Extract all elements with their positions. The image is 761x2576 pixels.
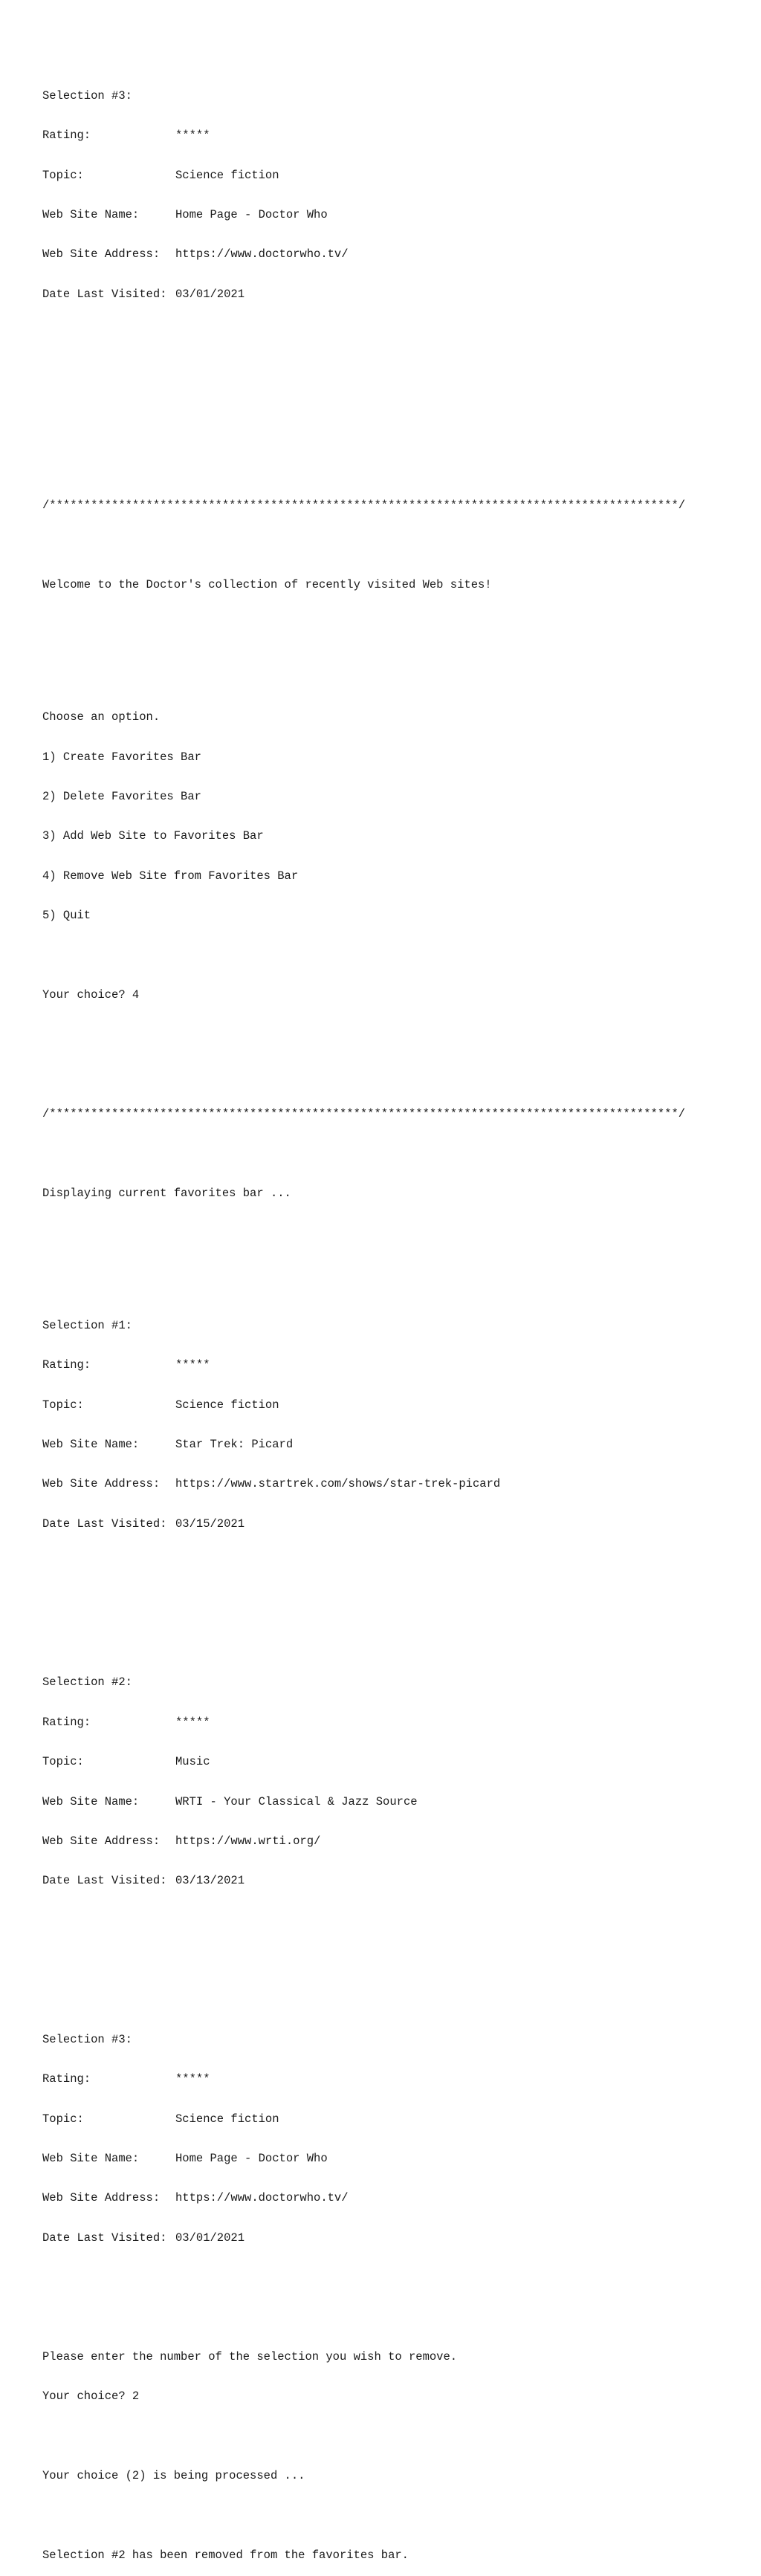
date-row — [42, 2232, 685, 2245]
field-value: Science fiction — [175, 2112, 279, 2126]
menu-choice: Your choice? 4 — [42, 987, 140, 1002]
date-row — [42, 1518, 685, 1531]
record-heading: Selection #3: — [42, 88, 132, 103]
site-address-row — [42, 1835, 685, 1849]
rating-row — [42, 1716, 685, 1730]
menu-option: 5) Quit — [42, 909, 91, 923]
field-label: Topic: — [42, 168, 84, 182]
field-label: Date Last Visited: — [42, 1874, 167, 1888]
processing-message: Your choice (2) is being processed ... — [42, 2469, 305, 2483]
menu-option: 2) Delete Favorites Bar — [42, 790, 201, 804]
field-value: Science fiction — [175, 1398, 279, 1412]
field-label: Web Site Name: — [42, 1794, 140, 1808]
favorites-record — [42, 2007, 685, 2271]
field-value: WRTI - Your Classical & Jazz Source — [175, 1794, 418, 1808]
displaying-message: Displaying current favorites bar ... — [42, 1186, 291, 1200]
console-output — [42, 10, 685, 2576]
field-label: Web Site Name: — [42, 2152, 140, 2166]
favorites-record — [42, 1293, 685, 1557]
field-value: Home Page - Doctor Who — [175, 207, 328, 221]
field-value: 03/01/2021 — [175, 2231, 245, 2245]
field-value: https://www.doctorwho.tv/ — [175, 2191, 349, 2205]
rating-row — [42, 129, 685, 143]
record-heading: Selection #2: — [42, 1675, 132, 1690]
field-value: 03/13/2021 — [175, 1874, 245, 1888]
rating-row — [42, 1359, 685, 1372]
date-row — [42, 1875, 685, 1888]
field-value: ***** — [175, 129, 210, 143]
site-name-row — [42, 2152, 685, 2166]
field-label: Rating: — [42, 2072, 91, 2086]
separator-line: /*******************************************************************************************/ — [42, 499, 686, 513]
menu-option: 1) Create Favorites Bar — [42, 750, 201, 764]
topic-row — [42, 2113, 685, 2126]
field-value: ***** — [175, 1358, 210, 1372]
field-label: Rating: — [42, 129, 91, 143]
field-label: Date Last Visited: — [42, 1516, 167, 1531]
field-value: Star Trek: Picard — [175, 1438, 294, 1452]
rating-row — [42, 2073, 685, 2086]
field-label: Topic: — [42, 1755, 84, 1769]
field-label: Web Site Address: — [42, 2191, 161, 2205]
field-label: Rating: — [42, 1358, 91, 1372]
field-label: Rating: — [42, 1715, 91, 1729]
field-value: 03/15/2021 — [175, 1516, 245, 1531]
topic-row — [42, 169, 685, 183]
field-value: ***** — [175, 2072, 210, 2086]
welcome-message: Welcome to the Doctor's collection of recently visited Web sites! — [42, 578, 492, 592]
field-value: 03/01/2021 — [175, 287, 245, 301]
separator-line: /*******************************************************************************************/ — [42, 1107, 686, 1121]
date-row — [42, 288, 685, 302]
field-value: Home Page - Doctor Who — [175, 2152, 328, 2166]
menu-option: 3) Add Web Site to Favorites Bar — [42, 829, 264, 843]
field-value: https://www.doctorwho.tv/ — [175, 247, 349, 262]
field-label: Topic: — [42, 1398, 84, 1412]
field-value: Music — [175, 1755, 210, 1769]
field-label: Web Site Address: — [42, 1834, 161, 1848]
menu-prompt: Choose an option. — [42, 710, 161, 724]
site-address-row — [42, 2192, 685, 2205]
field-value: Science fiction — [175, 168, 279, 182]
top-record — [42, 63, 685, 328]
field-label: Date Last Visited: — [42, 287, 167, 301]
site-address-row — [42, 1478, 685, 1491]
field-value: ***** — [175, 1715, 210, 1729]
topic-row — [42, 1399, 685, 1412]
site-name-row — [42, 1796, 685, 1809]
field-value: https://www.startrek.com/shows/star-trek-picard — [175, 1477, 501, 1491]
field-label: Web Site Name: — [42, 207, 140, 221]
field-label: Web Site Address: — [42, 247, 161, 262]
record-heading: Selection #1: — [42, 1318, 132, 1332]
favorites-record — [42, 1650, 685, 1915]
field-label: Web Site Address: — [42, 1477, 161, 1491]
field-label: Web Site Name: — [42, 1438, 140, 1452]
field-label: Topic: — [42, 2112, 84, 2126]
main-menu — [42, 685, 685, 1029]
remove-prompt: Please enter the number of the selection you wish to remove. — [42, 2350, 458, 2364]
topic-row — [42, 1756, 685, 1769]
site-address-row — [42, 248, 685, 262]
site-name-row — [42, 1438, 685, 1452]
result-message: Selection #2 has been removed from the favorites bar. — [42, 2549, 409, 2562]
field-label: Date Last Visited: — [42, 2231, 167, 2245]
field-value: https://www.wrti.org/ — [175, 1834, 321, 1848]
record-heading: Selection #3: — [42, 2032, 132, 2046]
remove-choice: Your choice? 2 — [42, 2390, 140, 2404]
menu-option: 4) Remove Web Site from Favorites Bar — [42, 869, 299, 883]
site-name-row — [42, 209, 685, 222]
